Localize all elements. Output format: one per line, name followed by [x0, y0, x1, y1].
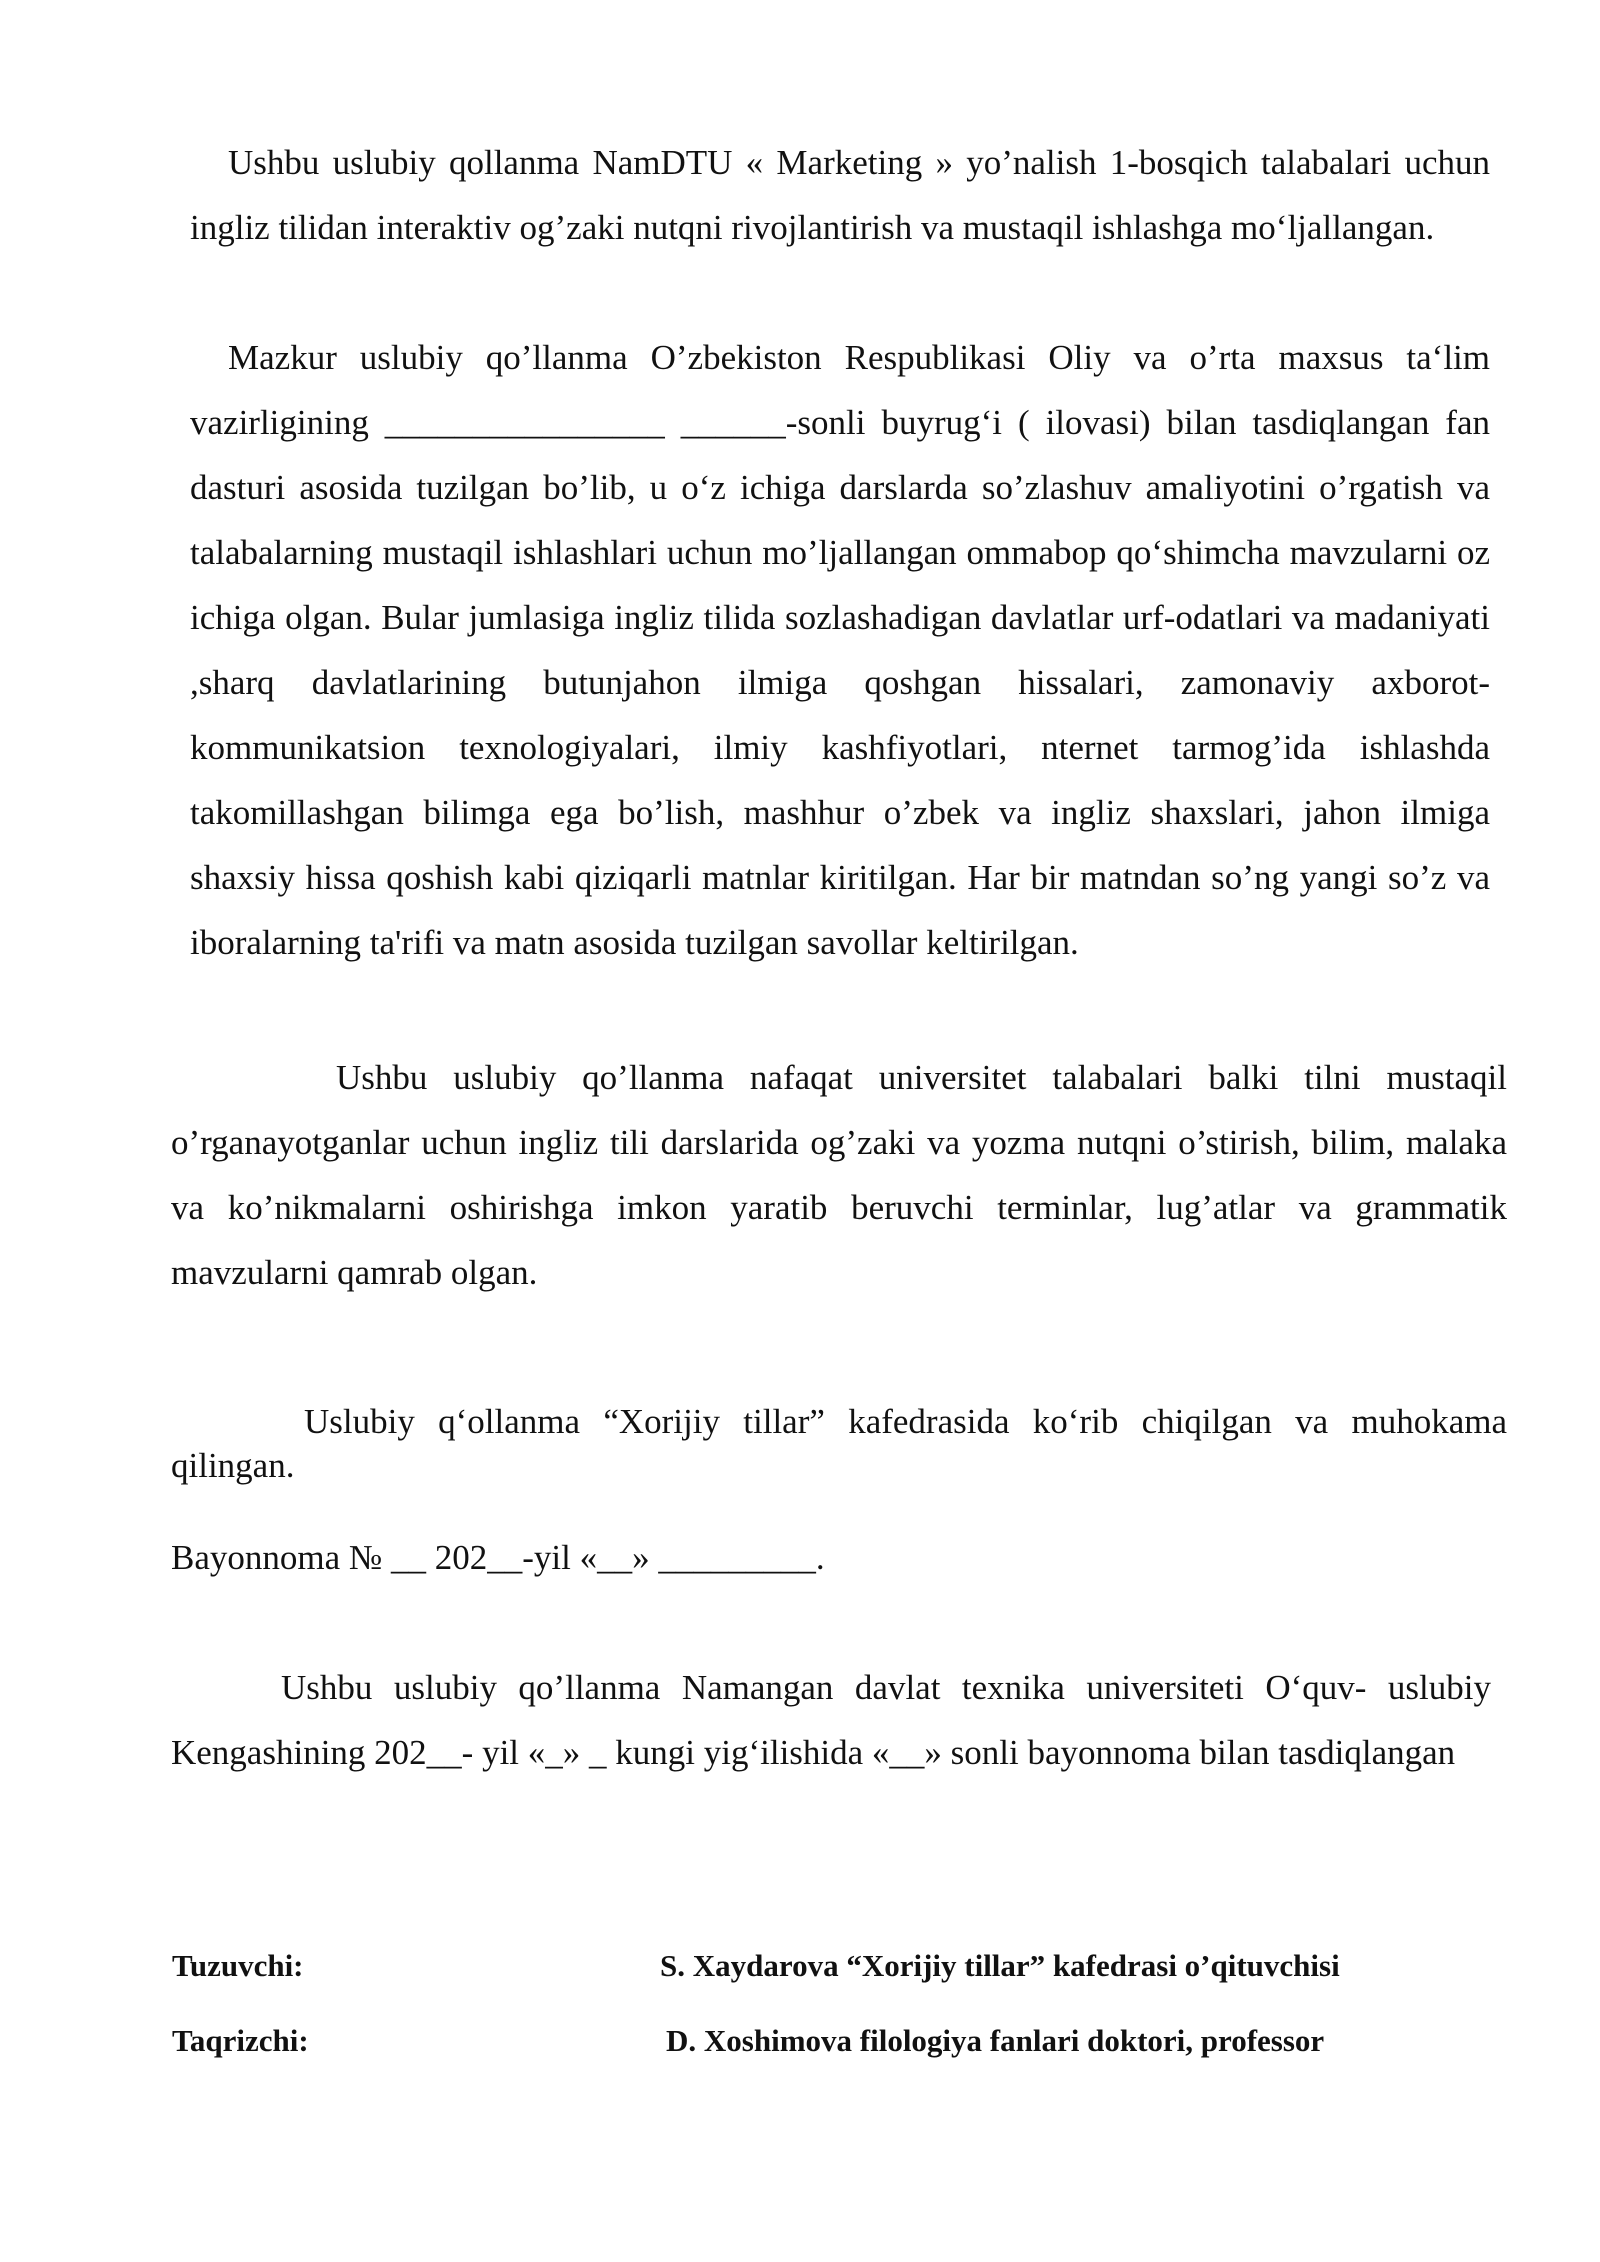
author-label: Tuzuvchi:	[172, 1948, 304, 1983]
reviewer-name: D. Xoshimova filologiya fanlari doktori, professor	[666, 2023, 1325, 2058]
reviewer-label: Taqrizchi:	[172, 2023, 309, 2058]
purpose-paragraph: Ushbu uslubiy qo’llanma nafaqat universitet talabalari balki tilni mustaqil o’rganayotganlar uchun ingliz tili darslarida og’zaki va yozma nutqni o’stirish, bilim, malaka va ko’nikmalarni oshirishga imkon yaratib beruvchi terminlar, lug’atlar va grammatik mavzularni qamrab olgan.	[171, 1058, 1507, 1292]
description-paragraph: Mazkur uslubiy qo’llanma O’zbekiston Respublikasi Oliy va o’rta maxsus ta‘lim vazirligining ________________ ______-sonli buyrug‘i ( ilovasi) bilan tasdiqlangan fan dasturi asosida tuzilgan bo’lib, u o‘z ichiga darslarda so’zlashuv amaliyotini o’rgatish va talabalarning mustaqil ishlashlari uchun mo’ljallangan ommabop qo‘shimcha mavzularni oz ichiga olgan. Bular jumlasiga ingliz tilida sozlashadigan davlatlar urf-odatlari va madaniyati ,sharq davlatlarining butunjahon ilmiga qoshgan hissalari, zamonaviy axborot-kommunikatsion texnologiyalari, ilmiy kashfiyotlari, nternet tarmog’ida ishlashda takomillashgan bilimga ega bo’lish, mashhur o’zbek va ingliz shaxslari, jahon ilmiga shaxsiy hissa qoshish kabi qiziqarli matnlar kiritilgan. Har bir matndan so’ng yangi so’z va iboralarning ta'rifi va matn asosida tuzilgan savollar keltirilgan.	[190, 338, 1490, 962]
intro-paragraph: Ushbu uslubiy qollanma NamDTU « Marketing » yo’nalish 1-bosqich talabalari uchun ingliz tilidan interaktiv og’zaki nutqni rivojlantirish va mustaqil ishlashga mo‘ljallangan.	[190, 143, 1490, 247]
protocol-line: Bayonnoma № __ 202__-yil «__» _________.	[171, 1538, 825, 1577]
department-review-paragraph: Uslubiy q‘ollanma “Xorijiy tillar” kafedrasida ko‘rib chiqilgan va muhokama qilingan.	[171, 1402, 1507, 1485]
council-approval-paragraph: Ushbu uslubiy qo’llanma Namangan davlat texnika universiteti O‘quv- uslubiy Kengashining 202__- yil «_» _ kungi yig‘ilishida «__» sonli bayonnoma bilan tasdiqlangan	[171, 1668, 1491, 1772]
author-name: S. Xaydarova “Xorijiy tillar” kafedrasi o’qituvchisi	[660, 1948, 1340, 1983]
